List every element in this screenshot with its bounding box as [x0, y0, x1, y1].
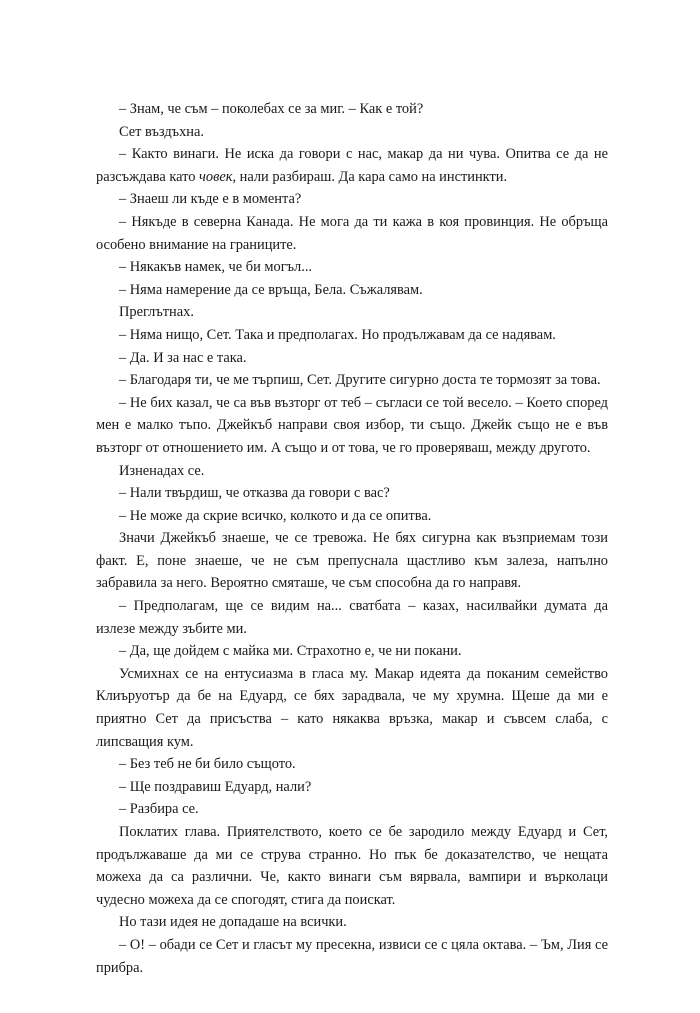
- paragraph: [96, 98, 608, 121]
- paragraph-text: – Няма нищо, Сет. Така и предполагах. Но продължавам да се надявам.: [119, 326, 556, 343]
- paragraph: [96, 460, 608, 483]
- paragraph: [96, 911, 608, 934]
- paragraph: [96, 595, 608, 640]
- paragraph: [96, 347, 608, 370]
- paragraph-text: Изненадах се.: [119, 462, 205, 479]
- paragraph-text: Сет въздъхна.: [119, 123, 204, 140]
- paragraph-text: – Разбира се.: [119, 801, 199, 818]
- paragraph-text: – Нали твърдиш, че отказва да говори с вас?: [119, 485, 390, 502]
- paragraph-text: – Да. И за нас е така.: [119, 349, 247, 366]
- paragraph-text: – Да, ще дойдем с майка ми. Страхотно е, че ни покани.: [119, 643, 462, 660]
- paragraph: [96, 256, 608, 279]
- paragraph: [96, 505, 608, 528]
- paragraph-text: Поклатих глава. Приятелството, което се бе зародило между Едуард и Сет, продължаваше да ми се струва странно. Но пък бе доказателство, че нещата можеха да са различни. Че, както винаги съм вярвала, вампири и върколаци чудесно можеха да се спогодят, стига да поискат.: [96, 824, 608, 908]
- paragraph-text: – О! – обади се Сет и гласът му пресекна, извиси се с цяла октава. – Ъм, Лия се прибра.: [96, 936, 608, 976]
- paragraph: [96, 143, 608, 188]
- paragraph: [96, 640, 608, 663]
- paragraph-text: , нали разбираш. Да кара само на инстинкти.: [232, 168, 508, 185]
- paragraph: [96, 663, 608, 753]
- paragraph: [96, 821, 608, 911]
- paragraph-text: – Не бих казал, че са във възторг от теб – съгласи се той весело. – Което според мен е малко тъпо. Джейкъб направи своя избор, ти също. Джейк също не е във възторг от отношението им. А също и от това, че го проверяваш, между другото.: [96, 394, 608, 456]
- paragraph-text: – Няма намерение да се връща, Бела. Съжалявам.: [119, 281, 423, 298]
- paragraph-text: – Както винаги. Не иска да говори с нас, макар да ни чува. Опитва се да не разсъждава като: [96, 146, 608, 185]
- paragraph-text: – Знаеш ли къде е в момента?: [119, 191, 302, 208]
- paragraph: [96, 188, 608, 211]
- paragraph-text: Но тази идея не допадаше на всички.: [119, 914, 347, 931]
- paragraph: [96, 482, 608, 505]
- paragraph: [96, 934, 608, 979]
- page-text: [96, 98, 608, 979]
- paragraph: [96, 121, 608, 144]
- paragraph-text: – Предполагам, ще се видим на... сватбата – казах, насилвайки думата да излезе между зъбите ми.: [96, 598, 608, 637]
- italic-word: човек: [199, 168, 233, 185]
- paragraph: [96, 279, 608, 302]
- paragraph-text: – Без теб не би било същото.: [119, 756, 296, 773]
- paragraph: [96, 369, 608, 392]
- paragraph-text: Усмихнах се на ентусиазма в гласа му. Макар идеята да поканим семейство Клиъруотър да бе на Едуард, се бях зарадвала, че му хрумна. Щеше да ми е приятно Сет да присъства – като някаква връзка, макар и съвсем слаба, с липсващия кум.: [96, 665, 608, 750]
- paragraph: [96, 776, 608, 799]
- paragraph: [96, 324, 608, 347]
- paragraph: [96, 753, 608, 776]
- paragraph: [96, 211, 608, 256]
- paragraph-text: Значи Джейкъб знаеше, че се тревожа. Не бях сигурна как възприемам този факт. Е, поне знаеше, че не съм препуснала щастливо към залеза, напълно забравила за него. Вероятно смяташе, че съм способна да го направя.: [96, 530, 608, 592]
- paragraph-text: – Някакъв намек, че би могъл...: [119, 259, 313, 276]
- paragraph-text: – Не може да скрие всичко, колкото и да се опитва.: [119, 507, 432, 524]
- paragraph-text: – Някъде в северна Канада. Не мога да ти кажа в коя провинция. Не обръща особено внимание на границите.: [96, 213, 608, 253]
- paragraph: [96, 527, 608, 595]
- paragraph: [96, 798, 608, 821]
- paragraph-text: – Знам, че съм – поколебах се за миг. – Как е той?: [119, 101, 424, 117]
- paragraph: [96, 392, 608, 460]
- paragraph-text: – Ще поздравиш Едуард, нали?: [119, 778, 312, 795]
- paragraph-text: – Благодаря ти, че ме търпиш, Сет. Другите сигурно доста те тормозят за това.: [119, 372, 601, 389]
- paragraph: [96, 301, 608, 324]
- paragraph-text: Преглътнах.: [119, 304, 194, 321]
